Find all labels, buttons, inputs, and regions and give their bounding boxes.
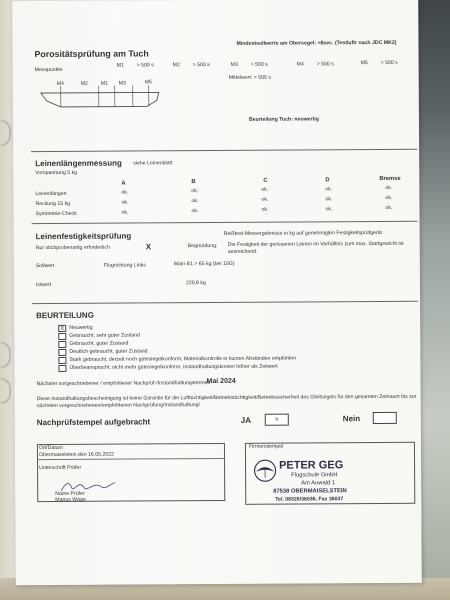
measure-value-m1: > 500 s	[136, 62, 154, 69]
option-label: Gebraucht, guter Zustand	[69, 340, 129, 347]
checkbox-option[interactable]	[58, 357, 66, 364]
stamp-line3: 87538 OBERMAISELSTEIN	[273, 488, 347, 495]
checkbox-option[interactable]	[58, 333, 66, 340]
column-header-b: B	[191, 179, 196, 186]
ort-datum-label: Ort/Datum	[38, 444, 63, 452]
festigkeit-note: Reißtest-Messergebnisse in kg auf genehmigten Festigkeitsprüfgerät	[223, 229, 382, 237]
school-logo-icon	[253, 459, 277, 483]
begruendung-label: Begründung:	[187, 242, 218, 250]
cell-value: ok.	[191, 208, 199, 215]
cell-value: ok.	[325, 186, 333, 193]
cell-value: ok.	[191, 188, 199, 195]
diagram-label-m3: M3	[118, 80, 126, 87]
option-label: Gebraucht, sehr guter Zustand	[69, 332, 140, 339]
column-header-d: D	[325, 177, 330, 184]
measure-label-m3: M3	[230, 61, 238, 68]
measure-label-m2: M2	[172, 62, 180, 69]
ort-datum-value: Obermaiselstein den 16.05.2022	[38, 451, 114, 459]
istwert-label: Istwert	[35, 282, 52, 289]
disclaimer-text: Diese Instandhaltungsbescheinigung ist keine Garantie für die Lufttüchtigkeit/Betriebstüchtigkeit/Betriebssicherheit des Gleitsegels für den gesamten Zeitraum bis zur nächsten vorgeschriebenen/empfohlenen Nachprüfung/Instandhaltung!	[36, 393, 417, 409]
row-label-leinenlaengen: Leinenlängen	[35, 190, 67, 198]
measure-value-m4: > 500 s	[316, 61, 334, 68]
sollwert-text: Flugrichtung Links	[103, 262, 146, 269]
measure-value-m3: > 500 s	[250, 61, 268, 68]
column-header-c: C	[263, 177, 268, 184]
option-label: Neuwertig	[69, 324, 93, 331]
name-pruefer-label: Name Prüfer	[55, 490, 85, 497]
checkbox-option[interactable]	[58, 341, 66, 348]
binder-ring	[1, 342, 11, 368]
measure-value-m5: > 500 s	[380, 59, 398, 66]
next-check-value: Mai 2024	[206, 377, 236, 386]
cell-value: ok.	[121, 199, 129, 206]
diagram-label-m4: M4	[56, 80, 64, 87]
section-divider	[31, 149, 417, 152]
sollwert-value: Main B1 > 65 kg (bei 10G)	[173, 260, 235, 268]
checkbox-option[interactable]	[58, 349, 66, 356]
sollwert-label: Sollwert	[35, 262, 55, 270]
porositaet-title: Porositätsprüfung am Tuch	[34, 48, 149, 60]
next-check-label: Nächster vorgeschriebener / empfohlener Nachprüf-/Instandhaltungstermin:	[36, 380, 211, 388]
leinenlaengen-subtitle: siehe Leinenblatt	[133, 160, 173, 167]
checkbox-neuwertig[interactable]: X	[60, 325, 65, 332]
column-header-bremse: Bremse	[379, 175, 401, 183]
cell-value: ok.	[191, 198, 199, 205]
nein-label: Nein	[342, 414, 361, 424]
cell-value: ok.	[121, 189, 129, 196]
cell-value: ok.	[261, 186, 269, 193]
row-label-reckung: Reckung 15 kg	[35, 200, 71, 208]
festigkeit-title: Leinenfestigkeitsprüfung	[35, 231, 132, 242]
stamp-line4: Tel. 08326/36036, Fax 36037	[275, 496, 344, 503]
cell-value: ok.	[121, 209, 129, 216]
firmenstempel-label: Firmenstempel	[248, 443, 284, 450]
cell-value: ok.	[385, 204, 393, 211]
stichprobe-mark: X	[145, 242, 152, 252]
document-page	[12, 0, 422, 585]
mittelwert: Mittelwert: > 500 s	[228, 74, 271, 81]
beurteilung-title: BEURTEILUNG	[36, 310, 94, 321]
section-divider	[32, 301, 418, 304]
messpunkte-label: Messpunkte	[34, 66, 63, 74]
ja-label: JA	[240, 415, 252, 425]
leinenlaengen-title: Leinenlängenmessung	[35, 158, 122, 169]
option-label: Deutlich gebraucht, guter Zustand	[69, 348, 148, 355]
vorspannung: Vorspannung 5 kg	[35, 169, 78, 177]
stamp-line1: Flugschule GmbH	[291, 472, 338, 479]
begruendung-text: Die Festigkeit der gerissenen Leinen im Verhältnis zum max. Startgewicht ist ausreichend.	[227, 240, 404, 255]
unterschrift-label: Unterschrift Prüfer	[39, 464, 82, 472]
binder-ring	[1, 378, 11, 404]
cell-value: ok.	[385, 194, 393, 201]
diagram-label-m1: M1	[100, 80, 108, 87]
section-divider	[32, 221, 418, 224]
stichprobe-label: Nur stichprobenartig erforderlich	[35, 244, 110, 252]
beurteilung-tuch: Beurteilung Tuch: neuwertig	[248, 116, 319, 123]
name-pruefer-value: Marius Wäge	[55, 496, 86, 503]
option-label: Stark gebraucht, derzeit noch gütesiegelkonform, Materialkontrolle in kurzen Abständen empfohlen	[69, 355, 297, 363]
cell-value: ok.	[261, 196, 269, 203]
min-value-label: Mindestsollwerte am Obersegel: >8sec. (Testluftr nach JDC MK2)	[236, 39, 397, 47]
cell-value: ok.	[385, 184, 393, 191]
measure-value-m2: > 500 s	[192, 62, 210, 69]
nachpruefstempel-label: Nachprüfstempel aufgebracht	[36, 417, 151, 428]
measure-label-m5: M5	[360, 60, 368, 67]
stamp-line2: Am Auwald 1	[301, 480, 336, 487]
istwert-value: 220,8 kg	[185, 280, 206, 287]
cell-value: ok.	[325, 206, 333, 213]
checkbox-option[interactable]	[58, 365, 66, 372]
cell-value: ok.	[261, 206, 269, 213]
column-header-a: A	[121, 180, 126, 187]
measure-label-m1: M1	[116, 62, 124, 69]
measure-label-m4: M4	[296, 61, 304, 68]
cell-value: ok.	[325, 196, 333, 203]
nein-checkbox[interactable]	[373, 412, 397, 424]
stamp-name: PETER GEG	[279, 459, 344, 472]
binder-ring	[1, 120, 11, 146]
option-label: Überbeansprucht, nicht mehr gütesiegelkonform, Instandhaltungskosten höher als Zeitwert	[69, 363, 278, 371]
diagram-label-m2: M2	[80, 80, 88, 87]
diagram-label-m5: M5	[144, 79, 152, 86]
row-label-symmetrie: Symmetrie-Check	[35, 210, 77, 218]
ja-checkbox[interactable]: x	[265, 414, 289, 426]
